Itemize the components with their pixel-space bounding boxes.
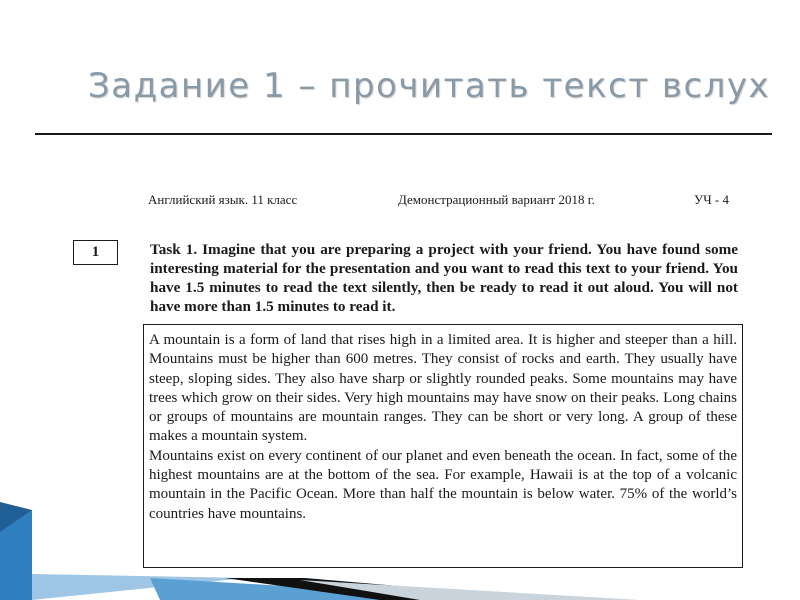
exam-subject: Английский язык. 11 класс xyxy=(148,192,298,207)
left-blue-shade xyxy=(0,502,32,532)
reading-paragraph-1: A mountain is a form of land that rises high in a limited area. It is higher and steeper than a hill. Mountains must be higher than 600 metres. They consist of rocks and earth. They usually have steep, sloping sides. They also have sharp or slightly rounded peaks. Some mountains may have trees which grow on their sides. Very high mountains may have snow on their peaks. Long chains or groups of mountains are mountain ranges. They can be short or very long. A group of these makes a mountain system. xyxy=(149,332,737,445)
bottom-black-stripe xyxy=(225,578,560,600)
bottom-blue-stripe xyxy=(150,578,520,600)
reading-paragraph-2: Mountains exist on every continent of our planet and even beneath the ocean. In fact, some of the highest mountains are at the bottom of the sea. For example, Hawaii is at the top of a volcanic mountain in the Pacific Ocean. More than half the mountain is below water. 75% of the world’s countries have mountains. xyxy=(149,447,737,522)
title-divider xyxy=(35,133,772,135)
exam-variant: Демонстрационный вариант 2018 г. xyxy=(398,192,595,207)
slide-title: Задание 1 – прочитать текст вслух xyxy=(88,66,771,106)
bottom-light-blue-stripe xyxy=(32,574,246,600)
task-number-box xyxy=(73,240,118,265)
left-blue-block xyxy=(0,510,32,600)
task-number: 1 xyxy=(91,244,100,260)
exam-code: УЧ - 4 xyxy=(694,192,729,207)
reading-text-box xyxy=(143,324,743,568)
bottom-grey-stripe xyxy=(300,580,640,600)
task-instruction: Task 1. Imagine that you are preparing a project with your friend. You have found some interesting material for the presentation and you want to read this text to your friend. You have 1.5 minutes to read the text silently, then be ready to read it out aloud. You will not have more than 1.5 minutes to read it. xyxy=(150,241,738,315)
